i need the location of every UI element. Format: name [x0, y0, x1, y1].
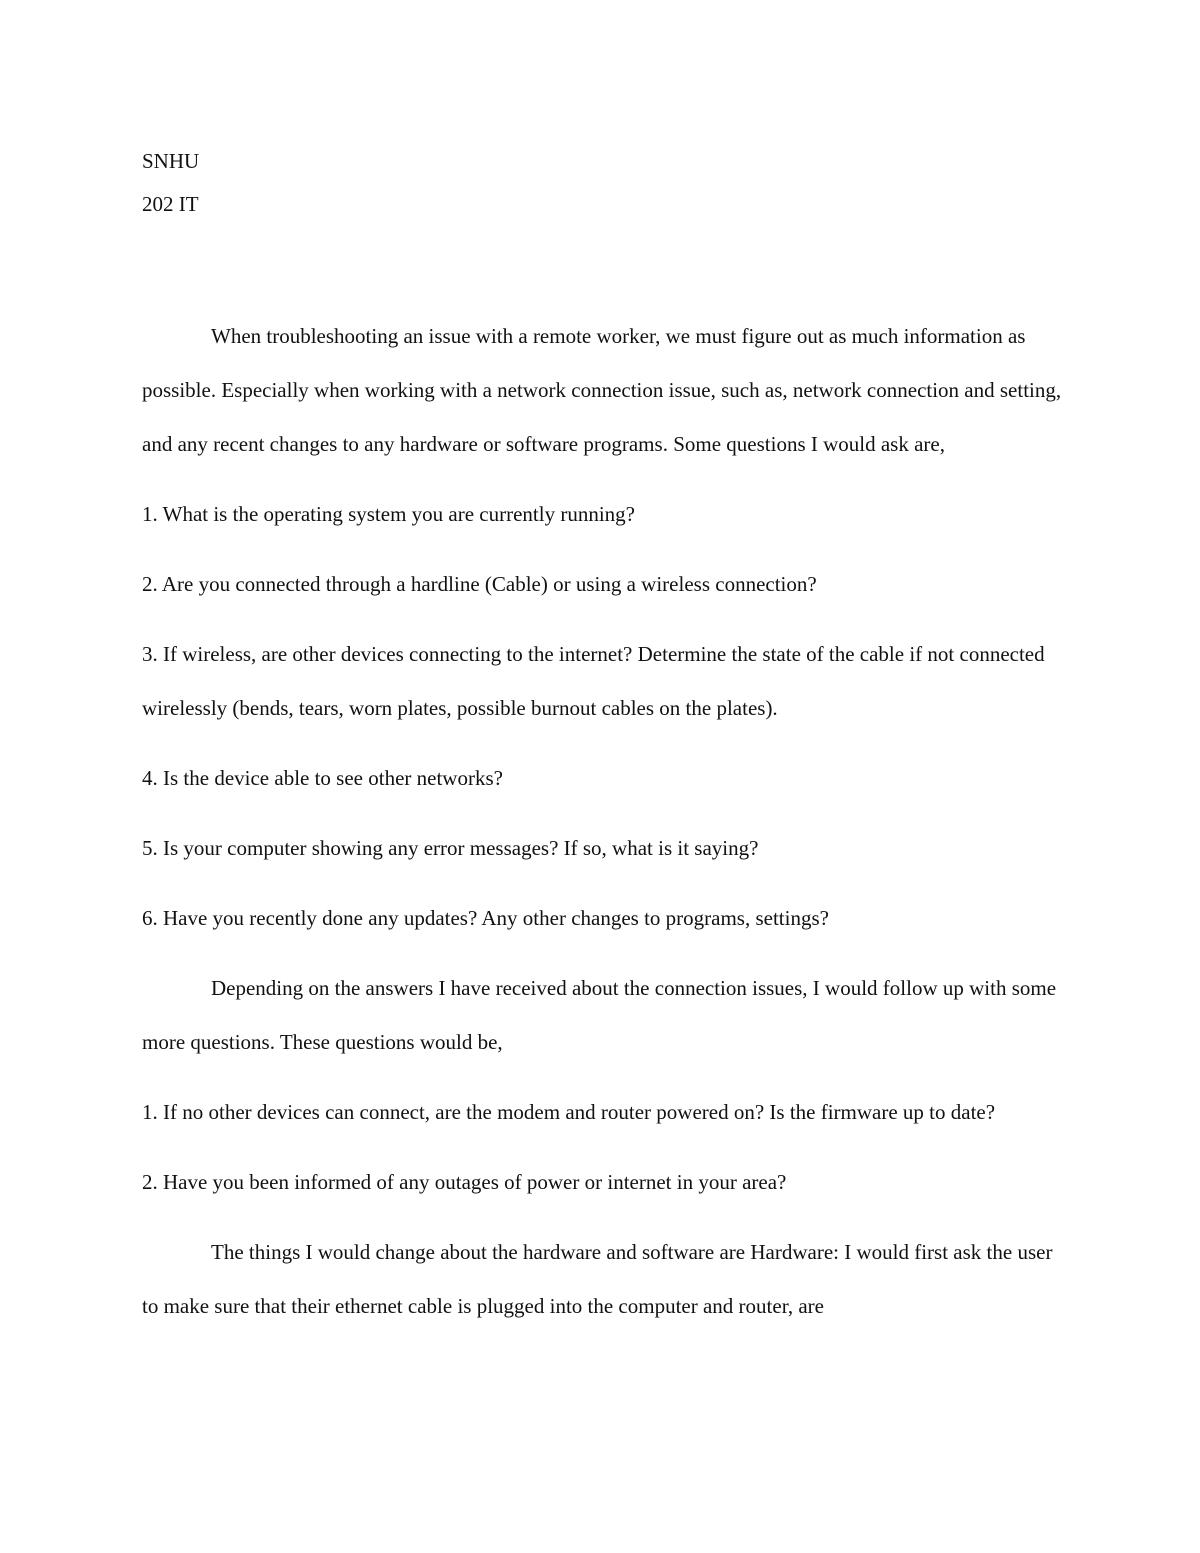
followup-paragraph: Depending on the answers I have received about the connection issues, I would follow up with some more questions. These questions would be,	[142, 976, 1057, 1054]
list-item: 3. If wireless, are other devices connecting to the internet? Determine the state of the cable if not connected wirelessly (bends, tears, worn plates, possible burnout cables on the plates).	[142, 642, 1045, 720]
initial-questions-list	[142, 487, 1062, 945]
changes-paragraph: The things I would change about the hardware and software are Hardware: I would first ask the user to make sure that their ethernet cable is plugged into the computer and router, are	[142, 1240, 1053, 1318]
list-item: 2. Are you connected through a hardline (Cable) or using a wireless connection?	[142, 572, 817, 596]
list-item: 2. Have you been informed of any outages of power or internet in your area?	[142, 1170, 787, 1194]
list-item: 5. Is your computer showing any error messages? If so, what is it saying?	[142, 836, 759, 860]
intro-paragraph: When troubleshooting an issue with a remote worker, we must figure out as much information as possible. Especially when working with a network connection issue, such as, network connection and setting, and any recent changes to any hardware or software programs. Some questions I would ask are,	[142, 324, 1062, 456]
list-item: 6. Have you recently done any updates? Any other changes to programs, settings?	[142, 906, 829, 930]
institution-name: SNHU	[142, 149, 200, 173]
followup-questions-list	[142, 1085, 1062, 1209]
list-item: 1. If no other devices can connect, are the modem and router powered on? Is the firmware up to date?	[142, 1100, 996, 1124]
document-header	[142, 140, 1062, 226]
course-name: 202 IT	[142, 192, 199, 216]
document-body	[142, 140, 1062, 1333]
list-item: 4. Is the device able to see other networks?	[142, 766, 503, 790]
list-item: 1. What is the operating system you are currently running?	[142, 502, 635, 526]
